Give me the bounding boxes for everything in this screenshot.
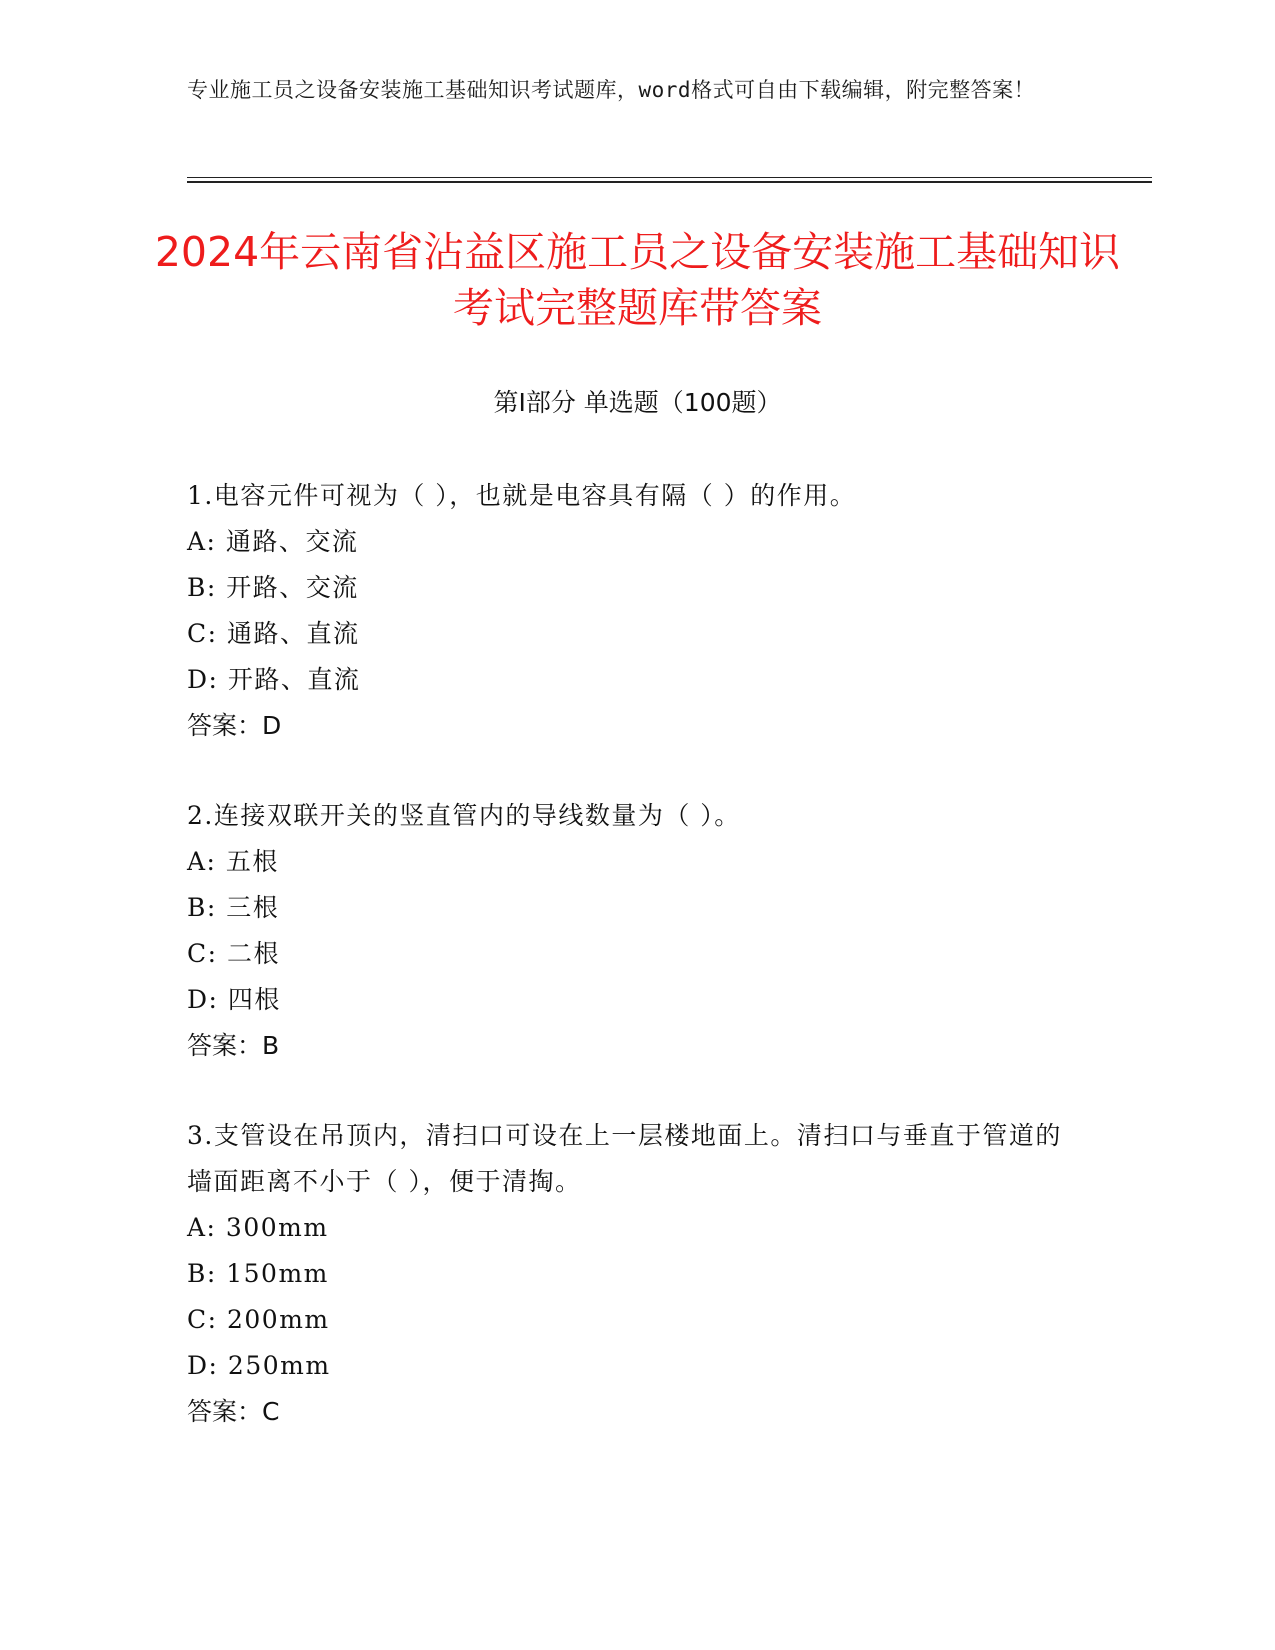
option-a: A: 五根 [187,847,279,876]
option-c: C: 200mm [187,1305,330,1334]
answer: 答案：D [187,711,282,740]
header-note: 专业施工员之设备安装施工基础知识考试题库，word格式可自由下载编辑，附完整答案！ [187,78,1036,102]
option-a: A: 通路、交流 [187,527,359,556]
option-d: D: 四根 [187,985,281,1014]
question-block [187,793,1067,1069]
option-d: D: 250mm [187,1351,331,1380]
option-b: B: 150mm [187,1259,329,1288]
question-block [187,473,1067,749]
option-b: B: 开路、交流 [187,573,359,602]
option-a: A: 300mm [187,1213,329,1242]
header-divider-thin [187,177,1152,178]
option-c: C: 通路、直流 [187,619,360,648]
question-stem: 3.支管设在吊顶内，清扫口可设在上一层楼地面上。清扫口与垂直于管道的墙面距离不小于（ ），便于清掏。 [187,1121,1062,1196]
answer: 答案：C [187,1397,280,1426]
answer: 答案：B [187,1031,280,1060]
option-b: B: 三根 [187,893,280,922]
option-c: C: 二根 [187,939,280,968]
option-d: D: 开路、直流 [187,665,361,694]
question-block [187,1113,1067,1435]
question-stem: 1.电容元件可视为（ ），也就是电容具有隔（ ）的作用。 [187,481,857,510]
document-title: 2024年云南省沾益区施工员之设备安装施工基础知识考试完整题库带答案 [154,228,1121,332]
section-title: 第Ⅰ部分 单选题（100题） [493,388,782,417]
question-stem: 2.连接双联开关的竖直管内的导线数量为（ ）。 [187,801,741,830]
header-divider-thick [187,181,1152,183]
